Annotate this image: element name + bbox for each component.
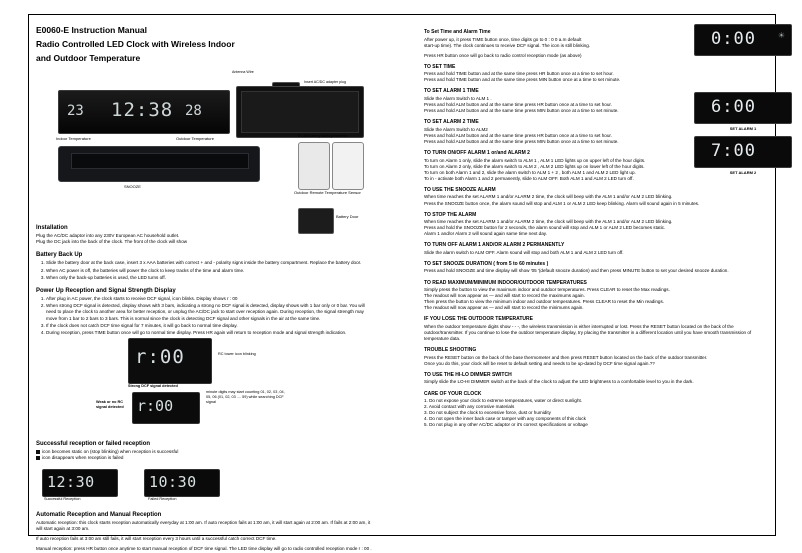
dcf-display-value: r:00 xyxy=(135,346,185,369)
manual-reception-line: Manual reception: press HR button once anytime to start manual reception of DCF time signal. The LED time display will go to radio controlled reception mode r : 00 . xyxy=(36,546,372,552)
to-set-time-heading: TO SET TIME xyxy=(424,63,456,70)
stop-alarm-heading: TO STOP THE ALARM xyxy=(424,211,477,218)
set-alarm2-line2: Press and hold ALM button and at the same time press HR button once at a time to set hour. xyxy=(424,132,612,138)
tower-icon xyxy=(36,456,40,460)
adapter-label: Insert AC/DC adapter plug xyxy=(304,80,346,84)
to-set-time-line1: Press and hold TIME button and at the same time press HR button once at a time to set hour. xyxy=(424,71,614,77)
installation-heading: Installation xyxy=(36,225,68,231)
indoor-temperature-caption: Indoor Temperature xyxy=(56,136,91,141)
minmax-line2: The readout will now appear as — and will start to record the maximums again. xyxy=(424,293,585,299)
alarm1-display-illustration xyxy=(694,92,792,131)
time-display-illustration xyxy=(694,24,792,56)
list-item: 4. During reception, press TIME button once will go to normal time display. Press HR again will return to reception mode and signal strength indication. xyxy=(46,330,376,336)
lost-outdoor-heading: IF YOU LOSE THE OUTDOOR TEMPERATURE xyxy=(424,316,533,323)
battery-door-image xyxy=(298,208,334,234)
troubleshooting-line2: Once you do this, your clock will be reset to default setting and needs to be up-dated by DCF time signal again.?? xyxy=(424,360,655,366)
clock-base-image xyxy=(58,146,260,182)
outdoor-sensor-image-front xyxy=(298,142,330,190)
power-up-heading: Power Up Reception and Signal Strength Display xyxy=(36,288,176,295)
alarm-onoff-line1: To turn on Alarm 1 only, slide the alarm switch to ALM 1 , ALM 1 LED lights up on upper left of the hour digits. xyxy=(424,157,646,163)
turn-off-alarm-heading: TO TURN OFF ALARM 1 AND/OR ALARM 2 PERMANENTLY xyxy=(424,242,565,249)
sensor-caption: Outdoor Remote Temperature Sensor xyxy=(294,190,361,195)
doc-title-line2: Radio Controlled LED Clock with Wireless Indoor xyxy=(36,39,235,49)
battery-backup-list xyxy=(46,260,376,281)
alarm2-display-caption: SET ALARM 2 xyxy=(729,170,757,175)
minmax-heading: TO READ MAXIMUM/MINIMUM INDOOR/OUTDOOR TEMPERATURES xyxy=(424,279,587,286)
set-alarm1-line1: Slide the Alarm Switch to ALM 1 . xyxy=(424,95,492,101)
care-item-4: 4. Do not open the inner back case or tamper with any components of this clock xyxy=(424,416,586,422)
doc-title-line1: E0060-E Instruction Manual xyxy=(36,25,147,35)
successful-reception-display xyxy=(42,469,118,497)
time-display-value: 0:00 xyxy=(711,29,756,49)
care-item-5: 5. Do not plug in any other AC/DC adaptor or it's correct specifications or voltage xyxy=(424,422,588,428)
clock-back-image xyxy=(236,86,364,138)
troubleshooting-line1: Press the RESET button on the back of the base thermometer and then press RESET button located on the back of the outdoor transmitter. xyxy=(424,354,708,360)
installation-line2: Plug the DC jack into the back of the clock. The front of the clock will show xyxy=(36,239,188,245)
set-time-line3: Press HR button once will go back to radio control reception mode (as above) xyxy=(424,52,582,58)
reception-result-illustrations xyxy=(36,465,376,505)
weak-signal-label: Weak or no RC signal detected xyxy=(96,400,124,410)
troubleshooting-heading: TROUBLE SHOOTING xyxy=(424,347,477,354)
alarm-onoff-line2: To turn on Alarm 2 only, slide the alarm switch to ALM 2 , ALM 2 LED lights up on lower left of the hour digits. xyxy=(424,163,645,169)
stop-alarm-line2: Press and hold the SNOOZE button for 2 seconds, the alarm sound will stop and ALM 1 or ALM 2 LED becomes static. xyxy=(424,225,666,231)
set-alarm2-line3: Press and hold ALM button and at the same time press MIN button once at a time to set minute. xyxy=(424,138,619,144)
failed-reception-display xyxy=(144,469,220,497)
minmax-line1: Simply press the button to view the maximum indoor and outdoor temperatures. Press CLEAR to reset the Max readings. xyxy=(424,287,670,293)
alarm2-display-value: 7:00 xyxy=(711,141,756,161)
alarm-onoff-line3: To turn on both Alarm 1 and 2, slide the alarm switch to ALM 1 + 2 , both ALM 1 and ALM 2 LED light up. xyxy=(424,169,636,175)
dimmer-heading: TO USE THE HI-LO DIMMER SWITCH xyxy=(424,371,512,378)
success-bullet-2: icon disappears when reception is failed xyxy=(36,455,376,461)
minmax-line3: Then press the button to view the minimum indoor and outdoor temperatures. Press CLEAR to reset the Min readings. xyxy=(424,299,665,305)
rc-tower-blink-label: RC tower icon blinking xyxy=(218,352,256,357)
alarm1-display-caption: SET ALARM 1 xyxy=(729,126,757,131)
snooze-caption: SNOOZE xyxy=(124,184,141,189)
care-item-1: 1. Do not expose your clock to extreme temperatures, water or direct sunlight. xyxy=(424,398,583,403)
success-bullet-1: icon becomes static on (stop blinking) when reception is successful xyxy=(36,449,376,455)
minute-counting-label: minute digits may start counting 01, 02, 03 ,04, 05, 06 (01, 02, 03 .... 59) while searching DCF signal xyxy=(206,390,285,405)
auto-reception-line2: If auto reception fails at 3:00 am still fails, it will start reception every 3 hours until a successful catch correct DCF time. xyxy=(36,536,277,542)
minmax-line4: The readout will now appear as — and will start to record the minimums again. xyxy=(424,305,584,311)
alarm2-display-illustration xyxy=(694,136,792,175)
failed-time-value: 10:30 xyxy=(149,472,197,491)
set-alarm2-heading: TO SET ALARM 2 TIME xyxy=(424,119,479,126)
failed-reception-caption: Failed Reception xyxy=(148,496,177,501)
successful-time-value: 12:30 xyxy=(47,472,95,491)
care-item-2: 2. Avoid contact with any corrosive materials xyxy=(424,404,515,410)
success-fail-heading: Successful reception or failed reception xyxy=(36,441,151,448)
list-item: 3. When only the back-up batteries is used, the LED turns off. xyxy=(46,275,376,281)
backup-battery-label: 8 x AA battery backup/batteries xyxy=(298,134,348,138)
list-item: 1. After plug in AC power, the clock starts to receive DCF signal, icon blinks. Display shows r : 00 xyxy=(46,296,376,302)
lost-outdoor-line1: When the outdoor temperature digits show - - -, the wireless transmission is either interrupted or lost. Press the RESET button located on the back of the outdoor/transmitter. If you continue to lose the outdoor temperature display, try placing the transmitter in a different location until you have smooth transmission of temperature data. xyxy=(424,323,752,342)
snooze-heading: TO USE THE SNOOZE ALARM xyxy=(424,186,496,193)
stop-alarm-line1: When time reaches the set ALARM 1 and/or ALARM 2 time, the clock will beep with the ALM 1 and/or ALM 2 LED blinking. xyxy=(424,219,673,225)
turn-off-alarm-line1: Slide the alarm switch to ALM OFF. Alarm sound will stop and both ALM 1 and ALM 2 LED turn off. xyxy=(424,249,624,255)
set-time-line1: After power up, it press TIME button once, time digits go to 0 : 0 0 a.m default xyxy=(424,36,582,42)
care-item-3: 3. Do not subject the clock to excessive force, dust or humidity xyxy=(424,410,551,416)
auto-reception-line1: Automatic reception: this clock starts reception automatically everyday at 1:00 am. If auto reception fails at 1:00 am, it will start again at 2:00 am. If fails at 2:00 am, it will start again at 3:00 am. xyxy=(36,519,371,531)
snooze-duration-heading: TO SET SNOOZE DURATION ( from 5 to 60 minutes ) xyxy=(424,260,549,267)
main-time-value: 12:38 xyxy=(111,99,174,121)
rc-tower-icon: ☀ xyxy=(777,31,785,40)
set-time-alarm-heading: To Set Time and Alarm Time xyxy=(424,29,491,35)
snooze-duration-line1: Press and hold SNOOZE and time display will show '05 '(default snooze duration) and then press MINUTE button to set your desired snooze duration. xyxy=(424,268,729,274)
auto-reception-heading: Automatic Reception and Manual Reception xyxy=(36,511,162,518)
dimmer-line1: Simply slide the LO-HI DIMMER switch at the back of the clock to adjust the LED brightness to a comfortable level to you in the dark. xyxy=(424,379,694,385)
snooze-line2: Press the SNOOZE button once, the alarm sound will stop and ALM 1 or ALM 2 LED keep blinking. Alarm will sound again in 5 minutes. xyxy=(424,200,700,206)
list-item: 2. When strong DCF signal is detected, display shows with 3 bars, indicating a strong no DCF signal is detected, display shows with 1 bar only or 0 bar. You will need to place the clock to another area for better reception, or unplug the AC/DC jack to start over reception again. During reception, the signal strength may move from 1 bar to 2 bars to 3 bars. This is normal since the clock is detecting DCF signal and other signals in the air at the same time. xyxy=(46,303,376,322)
outdoor-temperature-caption: Outdoor Temperature xyxy=(176,136,214,141)
dcf-minute-counter-display xyxy=(132,392,200,424)
set-alarm2-line1: Slide the Alarm Switch to ALM2 xyxy=(424,126,488,132)
outdoor-sensor-image-back xyxy=(332,142,364,190)
left-column xyxy=(36,24,376,552)
set-alarm1-line3: Press and hold ALM button and at the same time press MIN button once at a time to set minute. xyxy=(424,108,619,114)
set-time-line2: start-up time). The clock continues to receive DCF signal. The icon is still blinking. xyxy=(424,42,591,48)
alarm-onoff-line4: To in - activate both Alarm 1 and 2 permanently, slide to ALM OFF. Both ALM 1 and ALM 2 LED turn off. xyxy=(424,175,634,181)
strong-signal-label: Strong DCF signal detected xyxy=(128,384,178,389)
alarm-onoff-heading: TO TURN ON/OFF ALARM 1 or/and ALARM 2 xyxy=(424,150,530,157)
set-alarm1-line2: Press and hold ALM button and at the same time press HR button once at a time to set hour. xyxy=(424,102,612,108)
installation-line1: Plug the AC/DC adaptor into any 230V European AC household outlet. xyxy=(36,233,180,238)
product-illustrations xyxy=(36,68,376,218)
indoor-temp-value: 23 xyxy=(67,103,84,119)
right-column xyxy=(424,24,764,428)
battery-door-caption: Battery Door xyxy=(336,214,359,219)
successful-reception-caption: Successful Reception xyxy=(44,496,81,501)
doc-title-line3: and Outdoor Temperature xyxy=(36,53,141,63)
to-set-time-line2: Press and hold TIME button and at the same time press MIN button once at a time to set minute. xyxy=(424,77,621,83)
tower-icon xyxy=(36,450,40,454)
care-heading: CARE OF YOUR CLOCK xyxy=(424,390,482,397)
list-item: 1. Slide the battery door at the back case, insert 3 x AAA batteries with correct + and - polarity signs inside the battery compartment. Replace the battery door. xyxy=(46,260,376,266)
antenna-label: Antenna Wire xyxy=(232,70,254,74)
clock-front-display xyxy=(58,90,230,134)
dcf-minute-value: r:00 xyxy=(137,397,174,416)
list-item: 3. If the clock does not catch DCF time signal for 7 minutes, it will go back to normal time display. xyxy=(46,323,376,329)
set-alarm1-heading: TO SET ALARM 1 TIME xyxy=(424,88,479,95)
dcf-signal-illustrations xyxy=(36,338,376,434)
dcf-reception-display xyxy=(128,338,212,384)
alarm1-display-value: 6:00 xyxy=(711,97,756,117)
battery-backup-heading: Battery Back Up xyxy=(36,252,83,259)
stop-alarm-line3: Alarm 1 and/or Alarm 2 will sound again same time next day. xyxy=(424,231,547,237)
list-item: 2. When AC power is off, the batteries will power the clock to keep tracks of the time and alarm time. xyxy=(46,268,376,274)
outdoor-temp-value: 28 xyxy=(185,103,202,119)
power-up-list xyxy=(46,296,376,336)
snooze-line1: When time reaches the set ALARM 1 and/or ALARM 2 time, the clock will beep with the ALM 1 and/or ALM 2 LED blinking. xyxy=(424,194,673,200)
